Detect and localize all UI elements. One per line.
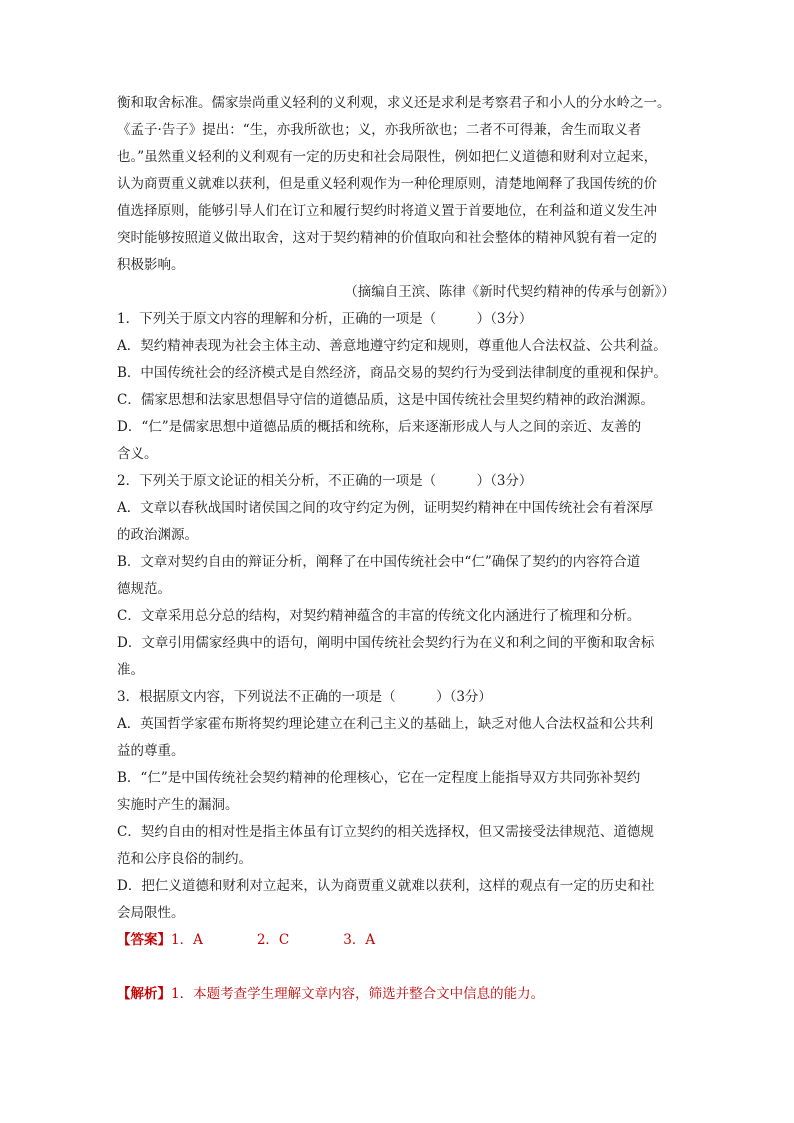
spacer bbox=[117, 954, 679, 981]
option-d-cont: 准。 bbox=[117, 662, 144, 678]
option-a: A．英国哲学家霍布斯将契约理论建立在利己主义的基础上，缺乏对他人合法权益和公共利 bbox=[117, 716, 654, 732]
option-c-cont: 范和公序良俗的制约。 bbox=[117, 851, 252, 867]
option-b: B．“仁”是中国传统社会契约精神的伦理核心，它在一定程度上能指导双方共同弥补契约 bbox=[117, 770, 641, 786]
passage-line: 也。”虽然重义轻利的义利观有一定的历史和社会局限性，例如把仁义道德和财利对立起来， bbox=[117, 149, 658, 165]
passage-line: 《孟子·告子》提出：“生，亦我所欲也；义，亦我所欲也；二者不可得兼，舍生而取义者 bbox=[117, 122, 642, 138]
option-b-cont: 德规范。 bbox=[117, 581, 171, 597]
analysis-tag: 【解析】 bbox=[117, 986, 171, 1002]
question-3 bbox=[117, 684, 679, 927]
question-stem: 1．下列关于原文内容的理解和分析，正确的一项是（ ）（3分） bbox=[117, 311, 533, 327]
option-a-cont: 的政治渊源。 bbox=[117, 527, 198, 543]
answer-text: 1．A 2．C 3．A bbox=[171, 932, 376, 948]
option-d-cont: 会局限性。 bbox=[117, 905, 185, 921]
option-d: D．“仁”是儒家思想中道德品质的概括和统称，后来逐渐形成人与人之间的亲近、友善的 bbox=[117, 419, 642, 435]
option-a: A．契约精神表现为社会主体主动、善意地遵守约定和规则，尊重他人合法权益、公共利益。 bbox=[117, 338, 667, 354]
option-b-cont: 实施时产生的漏洞。 bbox=[117, 797, 239, 813]
passage-source: （摘编自王滨、陈律《新时代契约精神的传承与创新》） bbox=[344, 284, 675, 300]
passage-line: 积极影响。 bbox=[117, 257, 185, 273]
option-c: C．儒家思想和法家思想倡导守信的道德品质，这是中国传统社会里契约精神的政治渊源。 bbox=[117, 392, 654, 408]
answer-tag: 【答案】 bbox=[117, 932, 171, 948]
passage bbox=[117, 90, 679, 306]
option-a: A．文章以春秋战国时诸侯国之间的攻守约定为例，证明契约精神在中国传统社会有着深厚 bbox=[117, 500, 654, 516]
passage-line: 衡和取舍标准。儒家崇尚重义轻利的义利观，求义还是求利是考察君子和小人的分水岭之一。 bbox=[117, 95, 671, 111]
option-d: D．把仁义道德和财利对立起来，认为商贾重义就难以获利，这样的观点有一定的历史和社 bbox=[117, 878, 655, 894]
passage-line: 认为商贾重义就难以获利，但是重义轻利观作为一种伦理原则，清楚地阐释了我国传统的价 bbox=[117, 176, 657, 192]
passage-line: 值选择原则，能够引导人们在订立和履行契约时将道义置于首要地位，在利益和道义发生冲 bbox=[117, 203, 657, 219]
option-b: B．文章对契约自由的辩证分析，阐释了在中国传统社会中“仁”确保了契约的内容符合道 bbox=[117, 554, 641, 570]
option-d: D．文章引用儒家经典中的语句，阐明中国传统社会契约行为在义和利之间的平衡和取舍标 bbox=[117, 635, 655, 651]
question-stem: 2．下列关于原文论证的相关分析，不正确的一项是（ ）（3分） bbox=[117, 473, 533, 489]
option-a-cont: 益的尊重。 bbox=[117, 743, 185, 759]
option-c: C．契约自由的相对性是指主体虽有订立契约的相关选择权，但又需接受法律规范、道德规 bbox=[117, 824, 654, 840]
option-c: C．文章采用总分总的结构，对契约精神蕴含的丰富的传统文化内涵进行了梳理和分析。 bbox=[117, 608, 641, 624]
answer-line bbox=[117, 927, 679, 954]
passage-line: 突时能够按照道义做出取舍，这对于契约精神的价值取向和社会整体的精神风貌有着一定的 bbox=[117, 230, 657, 246]
analysis-line bbox=[117, 981, 679, 1008]
question-1 bbox=[117, 306, 679, 468]
document-page bbox=[117, 90, 679, 1008]
option-b: B．中国传统社会的经济模式是自然经济，商品交易的契约行为受到法律制度的重视和保护。 bbox=[117, 365, 667, 381]
question-stem: 3．根据原文内容，下列说法不正确的一项是（ ）（3分） bbox=[117, 689, 492, 705]
option-d-cont: 含义。 bbox=[117, 446, 158, 462]
analysis-text: 1．本题考查学生理解文章内容，筛选并整合文中信息的能力。 bbox=[171, 986, 545, 1002]
question-2 bbox=[117, 468, 679, 684]
